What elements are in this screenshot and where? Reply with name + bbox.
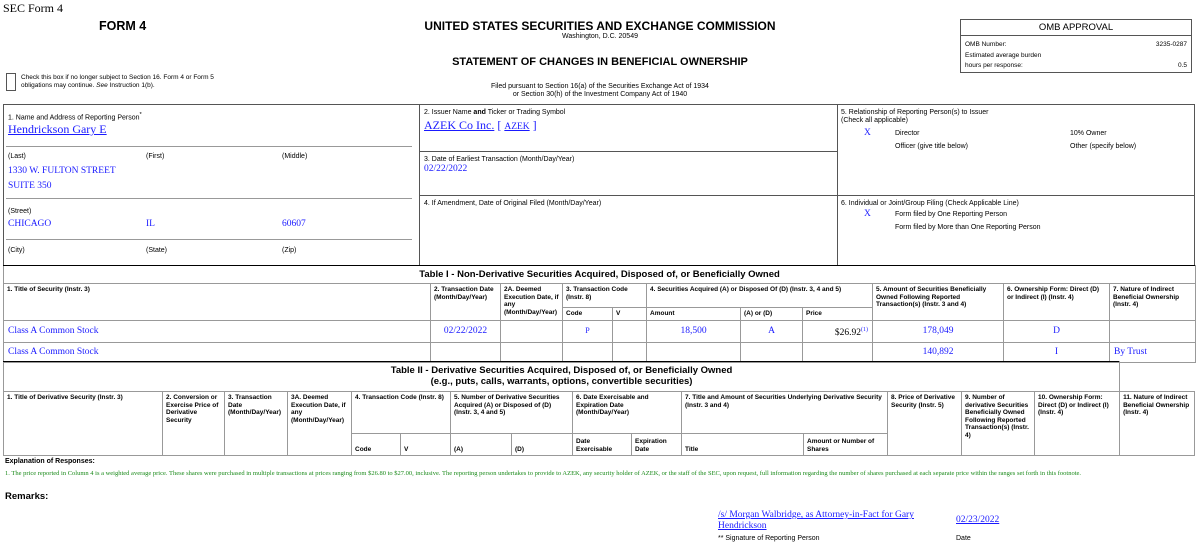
row2-owned: 140,892 xyxy=(873,342,1004,362)
t1-sub-ad: (A) or (D) xyxy=(741,308,803,321)
t2-sub-d: (D) xyxy=(512,434,573,456)
t1-header-owned: 5. Amount of Securities Beneficially Owned Following Reported Transaction(s) (Instr. 3 and 4) xyxy=(873,284,1004,321)
row1-amount: 18,500 xyxy=(647,320,741,342)
row1-footnote-ref[interactable]: (1) xyxy=(861,326,868,333)
reporting-person-name[interactable]: Hendrickson Gary E xyxy=(8,122,107,136)
street-line-1: 1330 W. FULTON STREET xyxy=(8,166,116,176)
row1-price-cell xyxy=(803,320,873,342)
director-label: Director xyxy=(895,130,920,137)
t1-sub-price: Price xyxy=(803,308,873,321)
row1-date: 02/22/2022 xyxy=(431,320,501,342)
t1-header-code: 3. Transaction Code (Instr. 8) xyxy=(563,284,647,308)
relationship-label-2: (Check all applicable) xyxy=(841,117,908,124)
reporting-person-star: * xyxy=(139,112,142,118)
state-label: (State) xyxy=(146,247,168,254)
other-label: Other (specify below) xyxy=(1070,143,1137,150)
t2-header-deemed: 3A. Deemed Execution Date, if any (Month/Day/Year) xyxy=(288,392,352,456)
t1-sub-code: Code xyxy=(563,308,613,321)
t2-sub-v: V xyxy=(401,434,451,456)
street-label: (Street) xyxy=(8,208,32,215)
t2-header-title: 1. Title of Derivative Security (Instr. 3) xyxy=(4,392,163,456)
remarks-label: Remarks: xyxy=(5,491,49,502)
issuer-label-and: and xyxy=(473,109,486,116)
footnote-1: 1. The price reported in Column 4 is a weighted average price. These shares were purchased in multiple transactions at prices ranging from $26.80 to $27.00, inclusive. The reporting person undertakes to provide to AZEK, any security holder of AZEK, or the staff of the SEC, upon request, full information regarding the number of shares purchased at each separate price within the ranges set forth in this footnote. xyxy=(5,470,1082,477)
omb-number-label: OMB Number: xyxy=(965,41,1007,48)
relationship-label-1: 5. Relationship of Reporting Person(s) to Issuer xyxy=(841,109,989,116)
row2-nature: By Trust xyxy=(1110,342,1196,362)
row2-price xyxy=(803,342,873,362)
ten-percent-owner-label: 10% Owner xyxy=(1070,130,1107,137)
last-label: (Last) xyxy=(8,153,26,160)
row1-title: Class A Common Stock xyxy=(4,320,431,342)
row2-v xyxy=(613,342,647,362)
signature-date-label: Date xyxy=(956,535,971,542)
filed-line-2: or Section 30(h) of the Investment Company Act of 1940 xyxy=(512,91,688,98)
table2-caption xyxy=(4,362,1120,392)
reporting-person-label xyxy=(8,111,142,122)
signature-date[interactable]: 02/23/2022 xyxy=(956,515,1000,525)
section16-text-line2: obligations may continue. xyxy=(21,82,95,89)
issuer-name-row xyxy=(424,118,537,133)
table1-caption: Table I - Non-Derivative Securities Acquired, Disposed of, or Beneficially Owned xyxy=(4,266,1196,284)
section16-text-line1: Check this box if no longer subject to Section 16. Form 4 or Form 5 xyxy=(21,74,214,81)
t2-sub-exercisable: Date Exercisable xyxy=(573,434,632,456)
t2-sub-expiration: Expiration Date xyxy=(632,434,682,456)
ticker-bracket-close: ] xyxy=(532,118,537,132)
filing-label: 6. Individual or Joint/Group Filing (Check Applicable Line) xyxy=(841,200,1019,207)
agency-title: UNITED STATES SECURITIES AND EXCHANGE COMMISSION xyxy=(424,19,776,33)
row1-price: $26.92 xyxy=(834,327,861,338)
t1-header-date: 2. Transaction Date (Month/Day/Year) xyxy=(431,284,501,321)
first-label: (First) xyxy=(146,153,165,160)
agency-location: Washington, D.C. 20549 xyxy=(561,33,638,40)
director-check-mark: X xyxy=(864,128,871,138)
t2-header-nature: 11. Nature of Indirect Beneficial Ownership (Instr. 4) xyxy=(1120,392,1195,456)
row1-deemed xyxy=(501,320,563,342)
omb-title: OMB APPROVAL xyxy=(961,20,1191,36)
ticker-link[interactable]: AZEK xyxy=(504,122,530,132)
t2-sub-a: (A) xyxy=(451,434,512,456)
issuer-label-b: Ticker or Trading Symbol xyxy=(487,109,566,116)
omb-approval-box xyxy=(960,19,1192,73)
row2-code xyxy=(563,342,613,362)
row2-deemed xyxy=(501,342,563,362)
row2-form: I xyxy=(1004,342,1110,362)
reporting-person-label-text: 1. Name and Address of Reporting Person xyxy=(8,114,140,122)
section16-instruction: Instruction 1(b). xyxy=(109,82,155,89)
t2-header-underlying: 7. Title and Amount of Securities Underlying Derivative Security (Instr. 3 and 4) xyxy=(682,392,888,434)
amendment-label: 4. If Amendment, Date of Original Filed (Month/Day/Year) xyxy=(424,200,602,207)
t2-header-date: 3. Transaction Date (Month/Day/Year) xyxy=(225,392,288,456)
t1-header-nature: 7. Nature of Indirect Beneficial Ownership (Instr. 4) xyxy=(1110,284,1196,321)
middle-label: (Middle) xyxy=(282,153,308,160)
table-row xyxy=(4,320,1196,342)
derivative-table xyxy=(3,361,1195,456)
filed-line-1: Filed pursuant to Section 16(a) of the Securities Exchange Act of 1934 xyxy=(491,83,709,90)
row2-title: Class A Common Stock xyxy=(4,342,431,362)
t2-sub-title: Title xyxy=(682,434,804,456)
row1-form: D xyxy=(1004,320,1110,342)
signature-line-1[interactable]: /s/ Morgan Walbridge, as Attorney-in-Fact for Gary xyxy=(718,510,914,520)
row2-amount xyxy=(647,342,741,362)
issuer-name-link[interactable]: AZEK Co Inc. xyxy=(424,118,495,132)
filing-more-persons: Form filed by More than One Reporting Person xyxy=(895,224,1041,231)
table2-caption-line1: Table II - Derivative Securities Acquired, Disposed of, or Beneficially Owned xyxy=(390,365,733,376)
omb-number-value: 3235-0287 xyxy=(1155,41,1187,48)
officer-label: Officer (give title below) xyxy=(895,143,969,150)
explanation-label: Explanation of Responses: xyxy=(5,458,95,465)
omb-hours-label: hours per response: xyxy=(965,62,1023,69)
city-value: CHICAGO xyxy=(8,219,52,229)
issuer-label xyxy=(424,109,565,117)
city-label: (City) xyxy=(8,247,25,254)
earliest-date-value: 02/22/2022 xyxy=(424,164,468,174)
t1-sub-v: V xyxy=(613,308,647,321)
t2-header-exercisable: 6. Date Exercisable and Expiration Date (Month/Day/Year) xyxy=(573,392,682,434)
filing-check-mark: X xyxy=(864,209,871,219)
ticker-bracket-open: [ xyxy=(497,118,502,132)
zip-value: 60607 xyxy=(282,219,306,229)
t2-header-owned: 9. Number of derivative Securities Beneficially Owned Following Reported Transaction(s) (Instr. 4) xyxy=(962,392,1035,456)
row1-code: P xyxy=(563,320,613,342)
t1-header-acquired: 4. Securities Acquired (A) or Disposed Of (D) (Instr. 3, 4 and 5) xyxy=(647,284,873,308)
signature-block xyxy=(718,510,943,532)
filing-one-person: Form filed by One Reporting Person xyxy=(895,211,1008,218)
t2-sub-amount: Amount or Number of Shares xyxy=(804,434,888,456)
t1-header-title: 1. Title of Security (Instr. 3) xyxy=(4,284,431,321)
reporting-info-box xyxy=(3,104,1195,266)
row2-date xyxy=(431,342,501,362)
zip-label: (Zip) xyxy=(282,247,297,254)
row2-ad xyxy=(741,342,803,362)
form-label: FORM 4 xyxy=(99,19,147,33)
state-value: IL xyxy=(146,219,155,229)
t2-header-number: 5. Number of Derivative Securities Acquired (A) or Disposed of (D) (Instr. 3, 4 and 5) xyxy=(451,392,573,434)
omb-hours-value: 0.5 xyxy=(1177,62,1187,69)
row1-owned: 178,049 xyxy=(873,320,1004,342)
statement-title: STATEMENT OF CHANGES IN BENEFICIAL OWNERSHIP xyxy=(452,56,748,68)
street-line-2: SUITE 350 xyxy=(8,181,52,191)
t1-sub-amount: Amount xyxy=(647,308,741,321)
section16-see: See xyxy=(96,82,108,89)
browser-title: SEC Form 4 xyxy=(3,1,64,15)
section16-text xyxy=(21,74,214,90)
table2-caption-line2: (e.g., puts, calls, warrants, options, convertible securities) xyxy=(430,376,693,387)
t2-header-price: 8. Price of Derivative Security (Instr. 5) xyxy=(888,392,962,456)
signature-label: ** Signature of Reporting Person xyxy=(718,535,820,542)
t1-header-deemed: 2A. Deemed Execution Date, if any (Month/Day/Year) xyxy=(501,284,563,321)
non-derivative-table xyxy=(3,265,1196,363)
section16-checkbox[interactable] xyxy=(6,73,16,91)
t2-header-conversion: 2. Conversion or Exercise Price of Derivative Security xyxy=(163,392,225,456)
t2-header-form: 10. Ownership Form: Direct (D) or Indirect (I) (Instr. 4) xyxy=(1035,392,1120,456)
t2-header-code: 4. Transaction Code (Instr. 8) xyxy=(352,392,451,434)
row1-nature xyxy=(1110,320,1196,342)
relationship-label xyxy=(841,109,988,125)
t1-header-form: 6. Ownership Form: Direct (D) or Indirect (I) (Instr. 4) xyxy=(1004,284,1110,321)
earliest-date-label: 3. Date of Earliest Transaction (Month/Day/Year) xyxy=(424,156,575,163)
table-row xyxy=(4,342,1196,362)
omb-burden-label: Estimated average burden xyxy=(965,52,1042,59)
t2-sub-code: Code xyxy=(352,434,401,456)
row1-ad: A xyxy=(741,320,803,342)
row1-v xyxy=(613,320,647,342)
issuer-label-a: 2. Issuer Name xyxy=(424,109,472,116)
signature-line-2[interactable]: Hendrickson xyxy=(718,521,767,531)
